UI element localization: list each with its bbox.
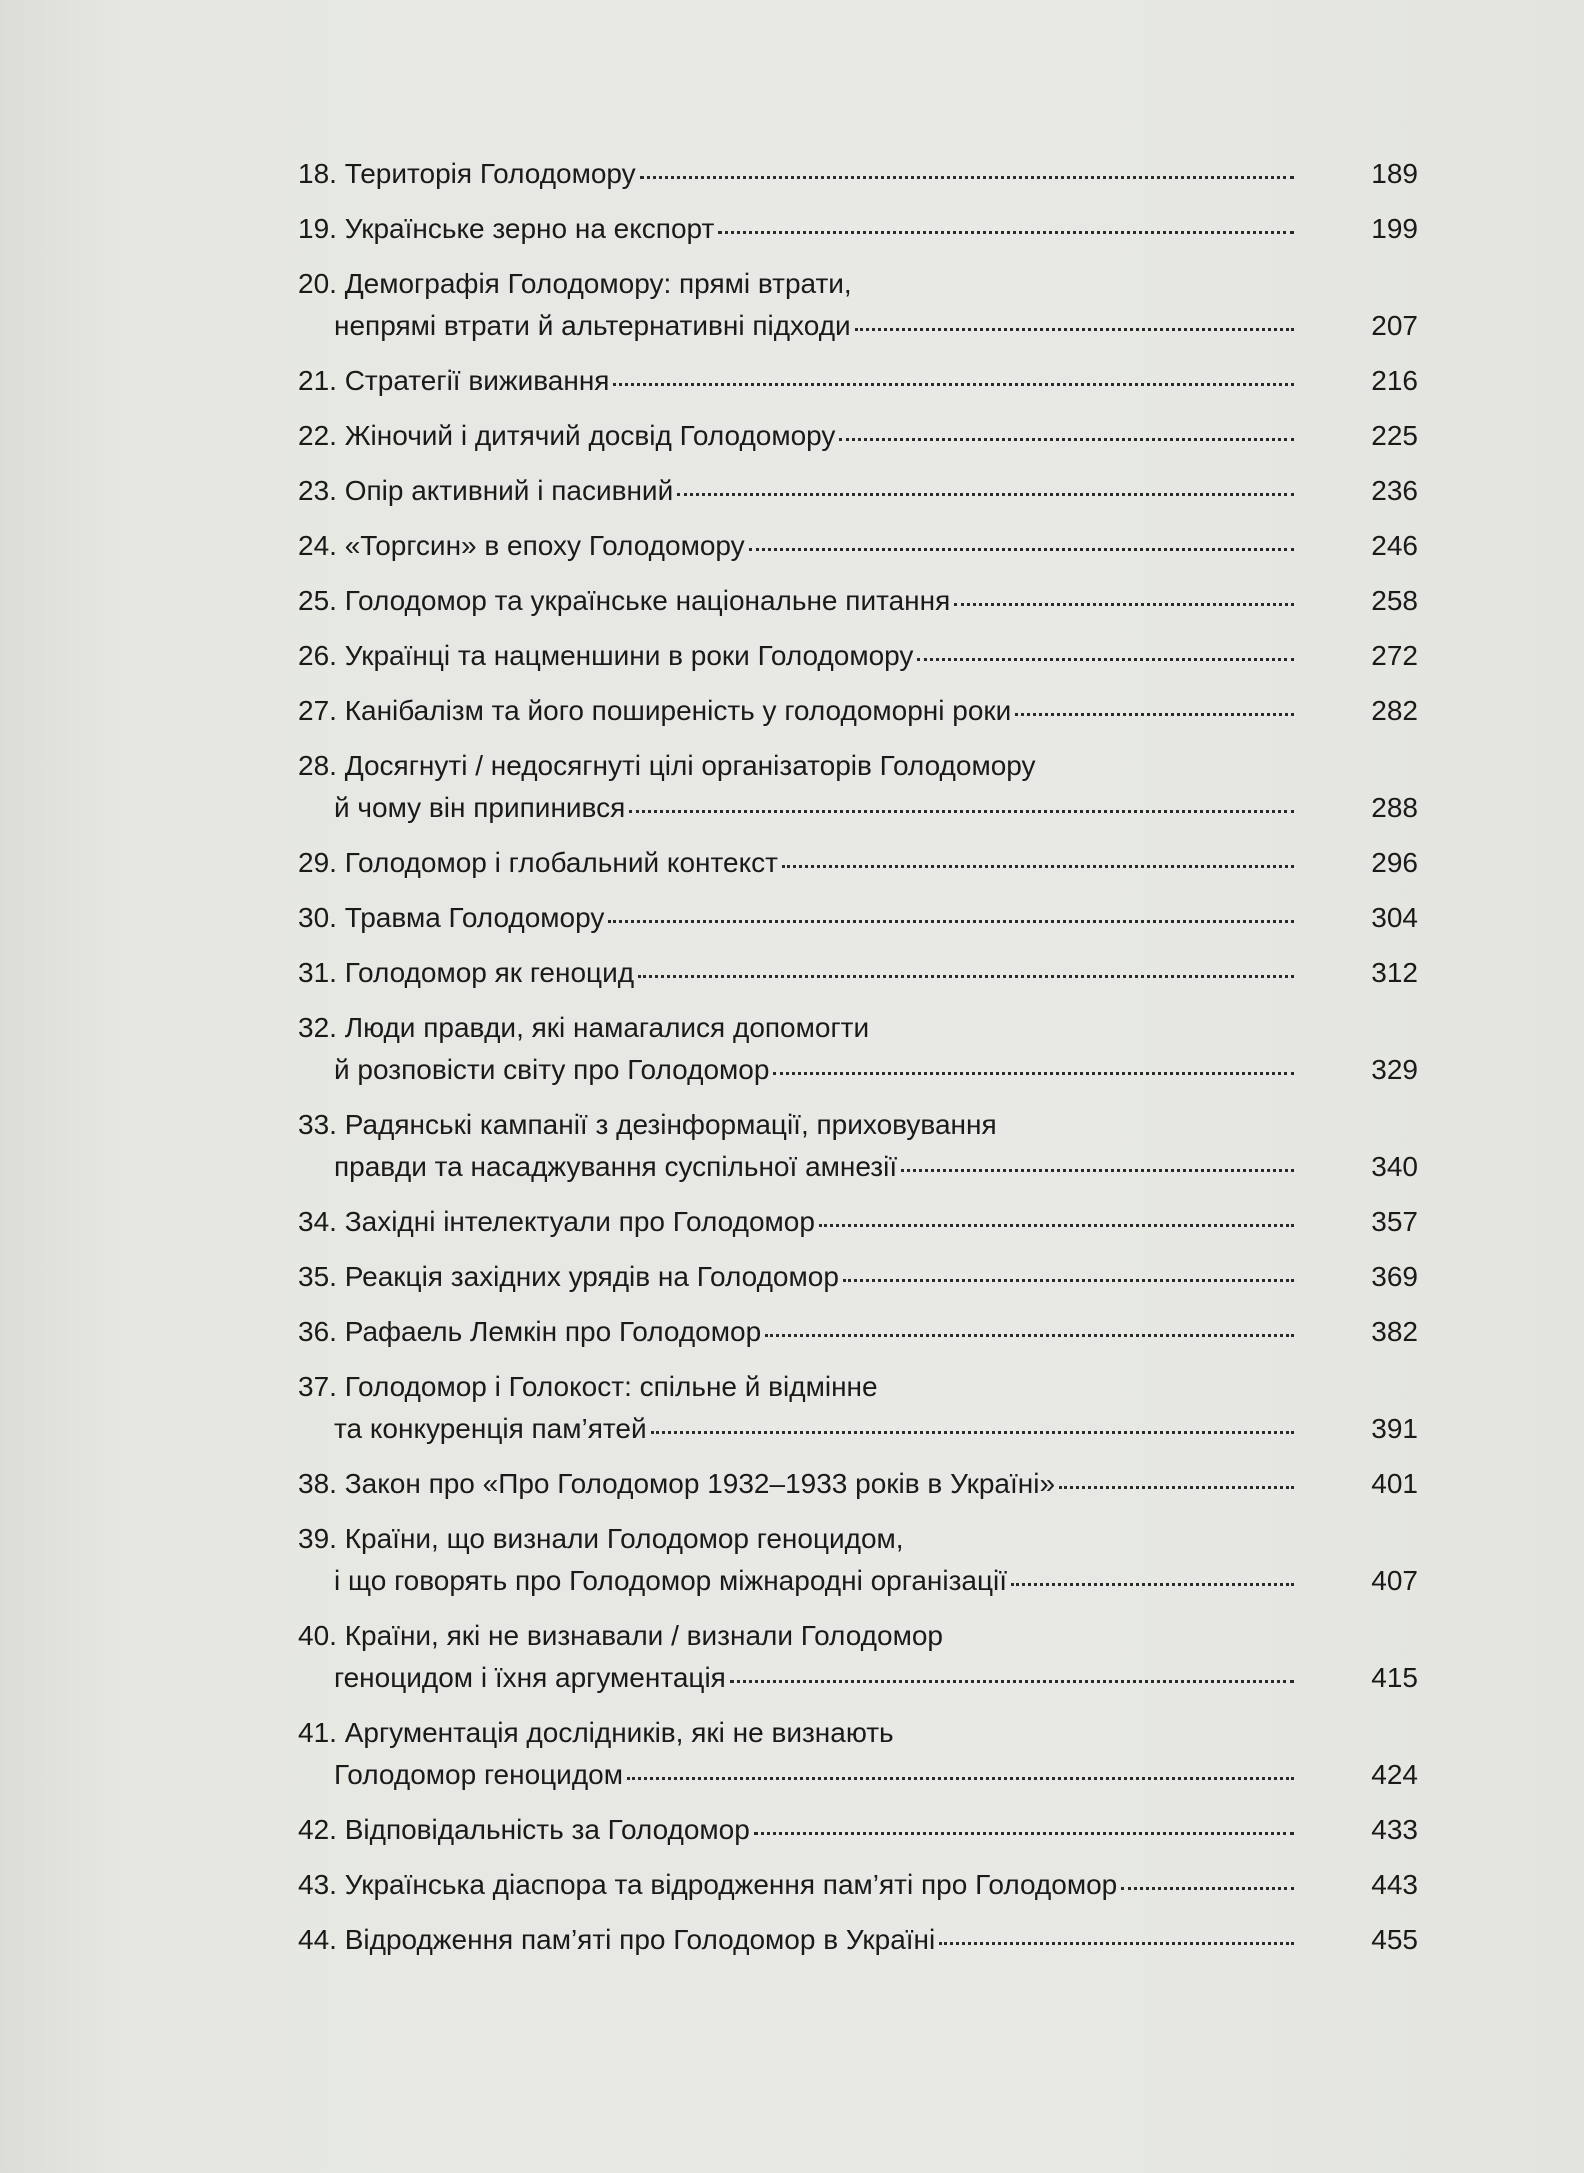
toc-entry xyxy=(298,160,1418,215)
dot-leader xyxy=(1015,713,1294,716)
toc-page-number: 225 xyxy=(1371,420,1418,451)
dot-leader xyxy=(765,1334,1294,1337)
toc-entry-line xyxy=(298,270,1418,298)
toc-entry-title: непрямі втрати й альтернативні підходи xyxy=(334,310,851,341)
toc-entry-line xyxy=(298,1415,1418,1443)
toc-entry xyxy=(298,1373,1418,1470)
toc-entry-line xyxy=(298,312,1418,340)
toc-entry-line xyxy=(298,587,1418,615)
toc-page-number: 391 xyxy=(1371,1413,1418,1444)
toc-entry xyxy=(298,1871,1418,1926)
toc-entry xyxy=(298,1470,1418,1525)
dot-leader xyxy=(677,493,1294,496)
dot-leader xyxy=(1121,1887,1294,1890)
toc-page-number: 407 xyxy=(1371,1565,1418,1596)
toc-entry xyxy=(298,215,1418,270)
toc-entry xyxy=(298,270,1418,367)
toc-entry-line xyxy=(298,1111,1418,1139)
toc-page-number: 455 xyxy=(1371,1924,1418,1955)
toc-entry-title: 41. Аргументація дослідників, які не визнають xyxy=(298,1717,894,1748)
toc-entry-title: 43. Українська діаспора та відродження пам’яті про Голодомор xyxy=(298,1869,1118,1900)
dot-leader xyxy=(917,658,1294,661)
toc-page-number: 189 xyxy=(1371,158,1418,189)
toc-entry-title: 33. Радянські кампанії з дезінформації, приховування xyxy=(298,1109,997,1140)
toc-entry-line xyxy=(298,697,1418,725)
toc-entry-title: 30. Травма Голодомору xyxy=(298,902,605,933)
toc-entry-title: 37. Голодомор і Голокост: спільне й відмінне xyxy=(298,1371,878,1402)
toc-page-number: 443 xyxy=(1371,1869,1418,1900)
toc-entry xyxy=(298,1111,1418,1208)
toc-entry-title: 44. Відродження пам’яті про Голодомор в Україні xyxy=(298,1924,936,1955)
toc-page-number: 304 xyxy=(1371,902,1418,933)
dot-leader xyxy=(718,231,1294,234)
dot-leader xyxy=(819,1224,1294,1227)
toc-entry-line xyxy=(298,1014,1418,1042)
toc-entry-title: правди та насаджування суспільної амнезії xyxy=(334,1151,898,1182)
dot-leader xyxy=(855,328,1294,331)
toc-entry-line xyxy=(298,532,1418,560)
toc-entry xyxy=(298,959,1418,1014)
toc-entry-line xyxy=(298,752,1418,780)
toc-entry-line xyxy=(298,1153,1418,1181)
toc-entry-title: 19. Українське зерно на експорт xyxy=(298,213,715,244)
dot-leader xyxy=(754,1832,1294,1835)
toc-entry-title: 40. Країни, які не визнавали / визнали Голодомор xyxy=(298,1620,943,1651)
dot-leader xyxy=(782,865,1294,868)
toc-entry-line xyxy=(298,642,1418,670)
toc-entry-title: 35. Реакція західних урядів на Голодомор xyxy=(298,1261,839,1292)
toc-entry-line xyxy=(298,1263,1418,1291)
toc-entry-line xyxy=(298,849,1418,877)
toc-entry-title: 21. Стратегії виживання xyxy=(298,365,610,396)
dot-leader xyxy=(901,1169,1294,1172)
toc-page-number: 424 xyxy=(1371,1759,1418,1790)
toc-entry-line xyxy=(298,367,1418,395)
table-of-contents xyxy=(298,160,1418,1981)
toc-entry-line xyxy=(298,1664,1418,1692)
toc-page-number: 246 xyxy=(1371,530,1418,561)
toc-entry-title: 31. Голодомор як геноцид xyxy=(298,957,635,988)
toc-entry-title: 39. Країни, що визнали Голодомор геноцидом, xyxy=(298,1523,904,1554)
toc-page-number: 357 xyxy=(1371,1206,1418,1237)
toc-entry-title: й чому він припинився xyxy=(334,792,626,823)
toc-entry-line xyxy=(298,959,1418,987)
toc-entry xyxy=(298,1622,1418,1719)
toc-entry-title: 36. Рафаель Лемкін про Голодомор xyxy=(298,1316,762,1347)
toc-entry-line xyxy=(298,160,1418,188)
toc-entry xyxy=(298,1525,1418,1622)
dot-leader xyxy=(839,438,1294,441)
toc-entry-title: й розповісти світу про Голодомор xyxy=(334,1054,770,1085)
toc-page-number: 207 xyxy=(1371,310,1418,341)
toc-entry xyxy=(298,1926,1418,1981)
toc-entry-line xyxy=(298,1567,1418,1595)
toc-entry-title: 20. Демографія Голодомору: прямі втрати, xyxy=(298,268,852,299)
dot-leader xyxy=(640,176,1294,179)
dot-leader xyxy=(1059,1486,1294,1489)
toc-page-number: 369 xyxy=(1371,1261,1418,1292)
toc-entry xyxy=(298,1719,1418,1816)
toc-entry-title: 32. Люди правди, які намагалися допомогти xyxy=(298,1012,870,1043)
toc-entry xyxy=(298,849,1418,904)
dot-leader xyxy=(773,1072,1294,1075)
toc-entry-line xyxy=(298,1719,1418,1747)
toc-entry-line xyxy=(298,477,1418,505)
toc-entry-line xyxy=(298,1373,1418,1401)
toc-entry-title: та конкуренція пам’ятей xyxy=(334,1413,647,1444)
dot-leader xyxy=(613,383,1294,386)
toc-entry xyxy=(298,1014,1418,1111)
toc-entry-line xyxy=(298,794,1418,822)
toc-entry-line xyxy=(298,1761,1418,1789)
toc-entry-title: 26. Українці та нацменшини в роки Голодомору xyxy=(298,640,914,671)
toc-entry-line xyxy=(298,1318,1418,1346)
toc-entry-title: 29. Голодомор і глобальний контекст xyxy=(298,847,778,878)
toc-page-number: 340 xyxy=(1371,1151,1418,1182)
toc-entry-title: геноцидом і їхня аргументація xyxy=(334,1662,726,1693)
dot-leader xyxy=(749,548,1294,551)
toc-entry xyxy=(298,1208,1418,1263)
toc-entry-title: 38. Закон про «Про Голодомор 1932–1933 років в Україні» xyxy=(298,1468,1056,1499)
dot-leader xyxy=(939,1942,1294,1945)
toc-entry-line xyxy=(298,1926,1418,1954)
toc-entry-title: 22. Жіночий і дитячий досвід Голодомору xyxy=(298,420,836,451)
toc-entry-title: Голодомор геноцидом xyxy=(334,1759,623,1790)
toc-entry-title: 34. Західні інтелектуали про Голодомор xyxy=(298,1206,815,1237)
toc-entry xyxy=(298,642,1418,697)
toc-entry-line xyxy=(298,1816,1418,1844)
toc-entry-line xyxy=(298,1622,1418,1650)
toc-entry-title: 24. «Торгсин» в епоху Голодомору xyxy=(298,530,745,561)
toc-page-number: 296 xyxy=(1371,847,1418,878)
toc-entry xyxy=(298,532,1418,587)
toc-page-number: 272 xyxy=(1371,640,1418,671)
toc-entry xyxy=(298,422,1418,477)
toc-entry-line xyxy=(298,904,1418,932)
toc-page-number: 258 xyxy=(1371,585,1418,616)
dot-leader xyxy=(638,975,1294,978)
toc-entry-title: 18. Територія Голодомору xyxy=(298,158,636,189)
toc-entry xyxy=(298,1263,1418,1318)
toc-page-number: 282 xyxy=(1371,695,1418,726)
toc-entry-line xyxy=(298,1208,1418,1236)
dot-leader xyxy=(730,1680,1294,1683)
toc-entry-title: 25. Голодомор та українське національне питання xyxy=(298,585,951,616)
toc-entry xyxy=(298,587,1418,642)
dot-leader xyxy=(1011,1583,1294,1586)
dot-leader xyxy=(651,1431,1294,1434)
toc-entry-title: 27. Канібалізм та його поширеність у голодоморні роки xyxy=(298,695,1012,726)
toc-entry-title: і що говорять про Голодомор міжнародні організації xyxy=(334,1565,1008,1596)
toc-entry-title: 28. Досягнуті / недосягнуті цілі організаторів Голодомору xyxy=(298,750,1036,781)
dot-leader xyxy=(843,1279,1294,1282)
toc-entry-title: 42. Відповідальність за Голодомор xyxy=(298,1814,750,1845)
toc-page-number: 382 xyxy=(1371,1316,1418,1347)
toc-entry xyxy=(298,1816,1418,1871)
toc-entry-line xyxy=(298,1056,1418,1084)
toc-entry-line xyxy=(298,1470,1418,1498)
dot-leader xyxy=(954,603,1294,606)
toc-entry xyxy=(298,477,1418,532)
toc-page-number: 216 xyxy=(1371,365,1418,396)
dot-leader xyxy=(627,1777,1294,1780)
dot-leader xyxy=(629,810,1294,813)
toc-page-number: 312 xyxy=(1371,957,1418,988)
toc-page-number: 415 xyxy=(1371,1662,1418,1693)
toc-page-number: 236 xyxy=(1371,475,1418,506)
toc-entry-line xyxy=(298,215,1418,243)
toc-page-number: 199 xyxy=(1371,213,1418,244)
toc-page-number: 288 xyxy=(1371,792,1418,823)
toc-entry xyxy=(298,367,1418,422)
toc-entry xyxy=(298,752,1418,849)
toc-page-number: 401 xyxy=(1371,1468,1418,1499)
dot-leader xyxy=(608,920,1294,923)
toc-entry xyxy=(298,904,1418,959)
toc-page-number: 329 xyxy=(1371,1054,1418,1085)
toc-entry-line xyxy=(298,1871,1418,1899)
toc-page-number: 433 xyxy=(1371,1814,1418,1845)
toc-entry xyxy=(298,697,1418,752)
toc-entry xyxy=(298,1318,1418,1373)
toc-entry-title: 23. Опір активний і пасивний xyxy=(298,475,674,506)
toc-entry-line xyxy=(298,422,1418,450)
toc-entry-line xyxy=(298,1525,1418,1553)
